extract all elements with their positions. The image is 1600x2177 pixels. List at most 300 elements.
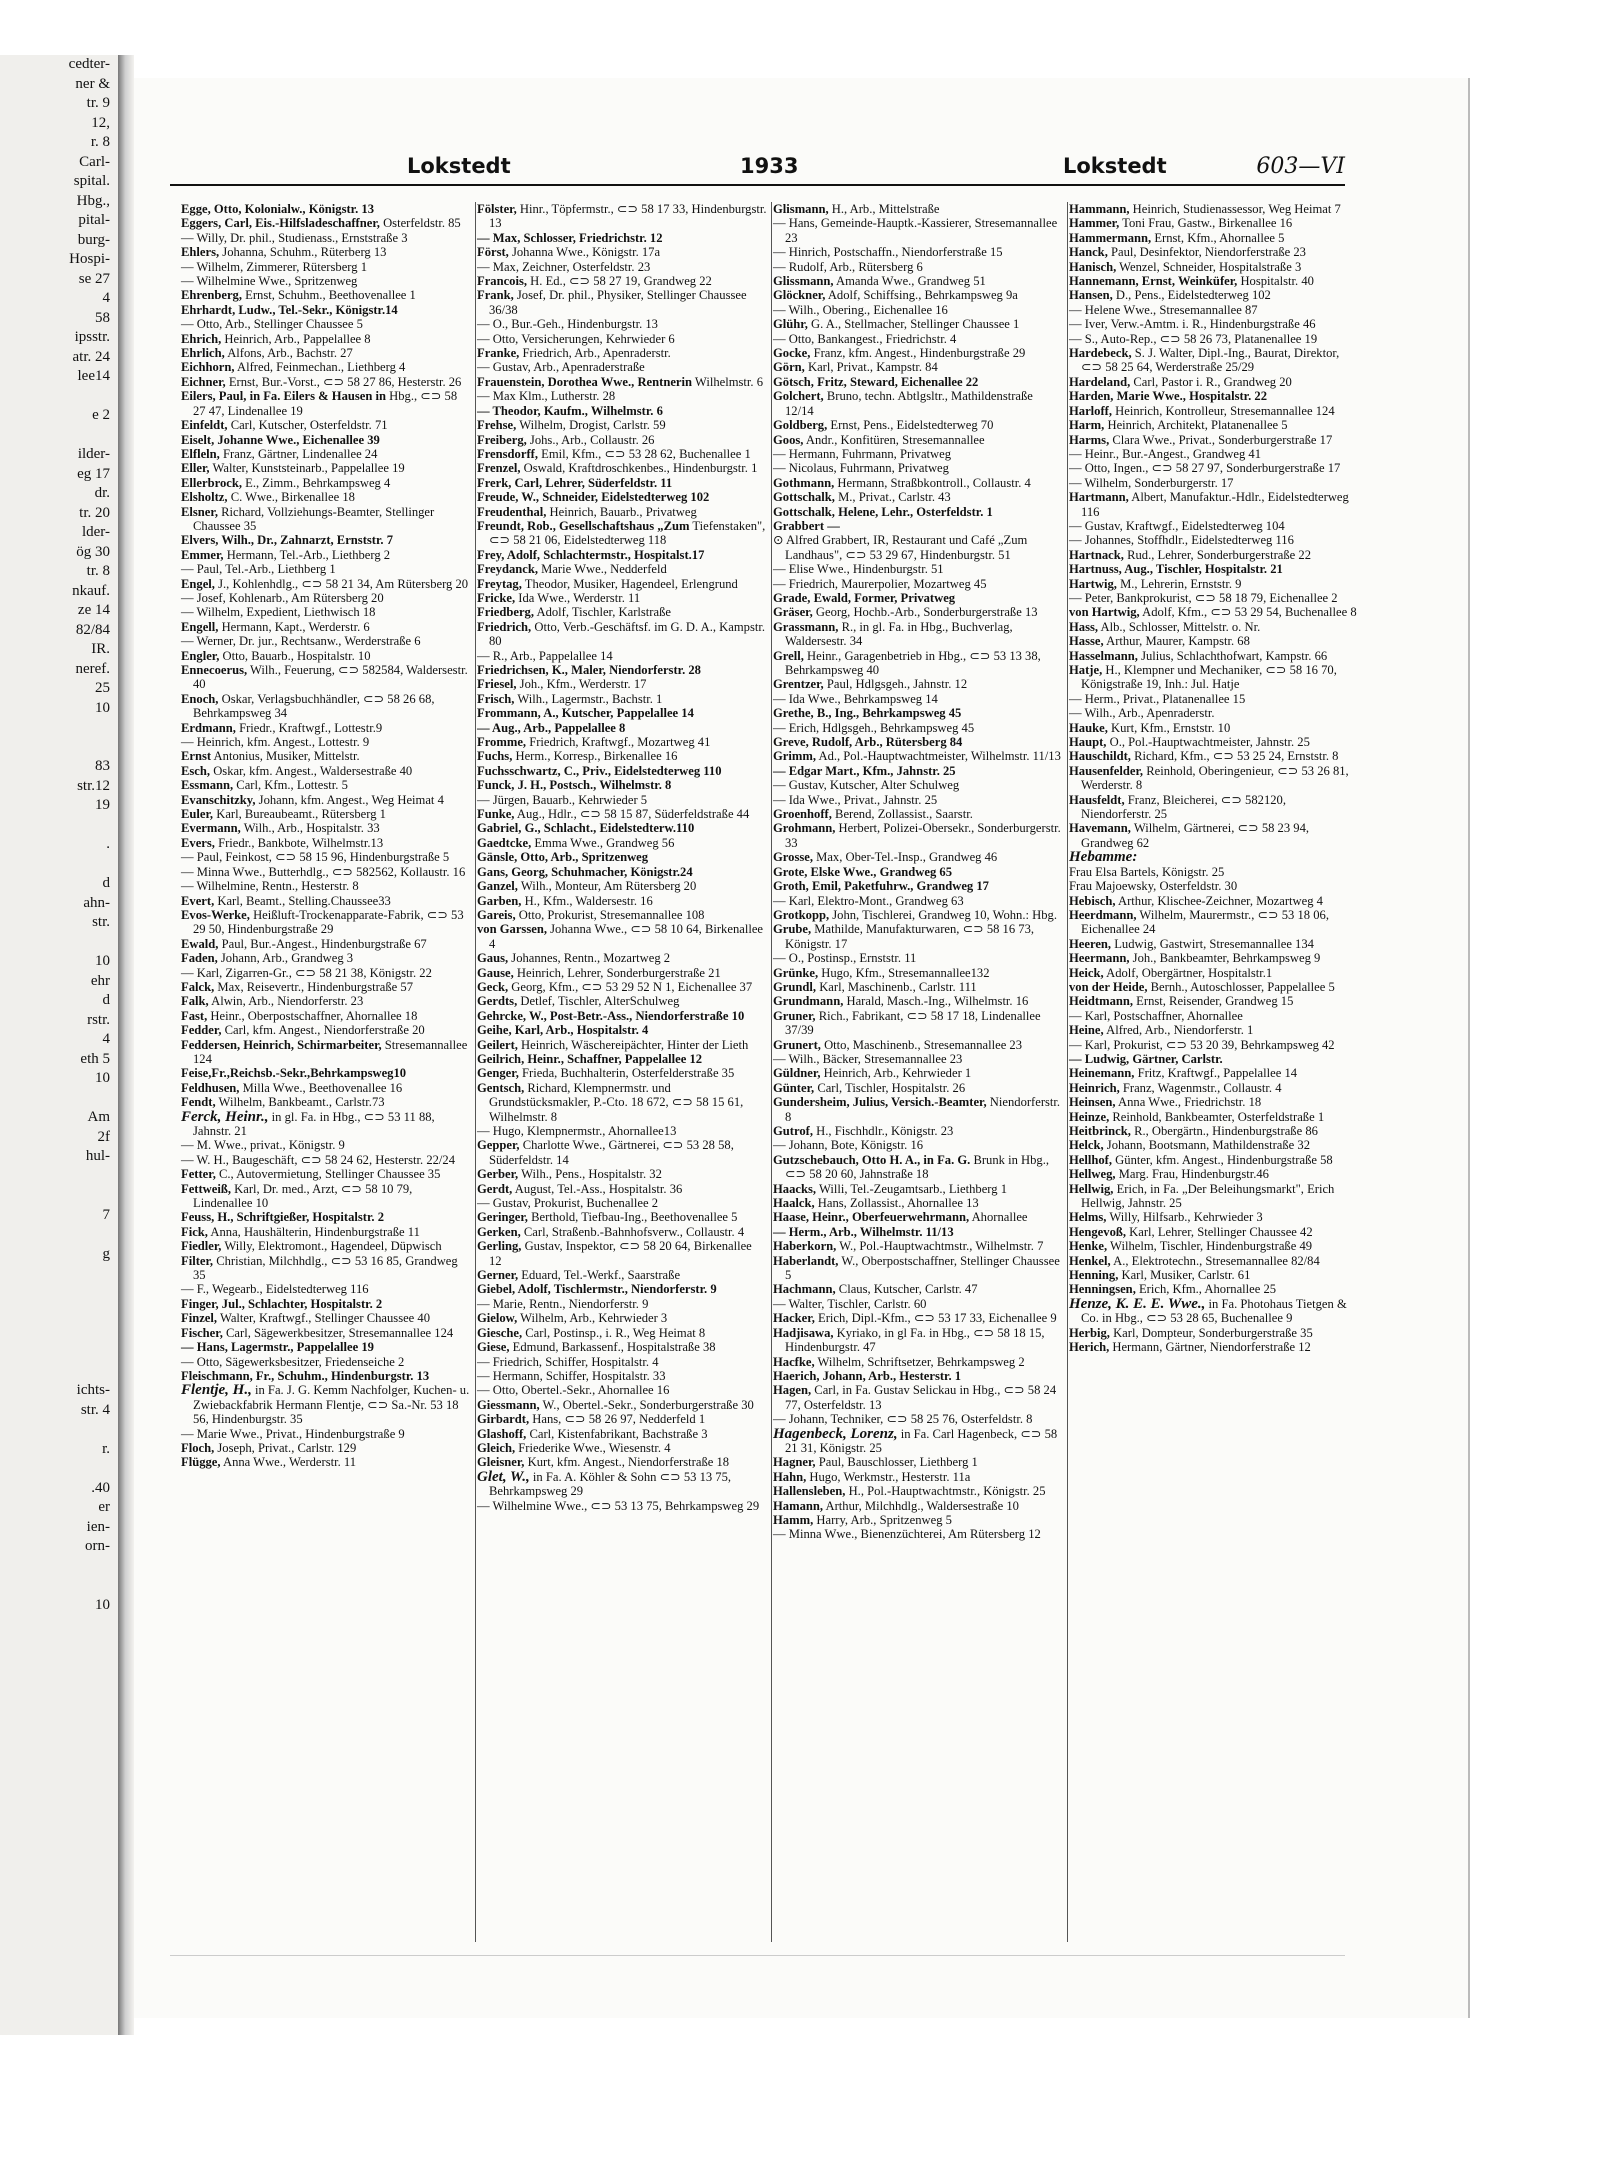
entry-name: Freundt, Rob., Gesellschaftshaus „Zum <box>477 518 690 533</box>
entry-name: Hamm, <box>773 1512 814 1527</box>
directory-entry <box>1069 980 1359 994</box>
entry-details: Karl, Maschinenb., Carlstr. 111 <box>816 979 977 994</box>
directory-entry <box>477 461 767 475</box>
directory-entry <box>477 562 767 576</box>
entry-details: Ernst, Bur.-Vorst., ⊂⊃ 58 27 86, Hesterstr. 26 <box>225 374 462 389</box>
entry-details: Carl, Kutscher, Osterfeldstr. 71 <box>227 418 388 433</box>
entry-details: R., Obergärtn., Hindenburgstraße 86 <box>1130 1124 1318 1138</box>
entry-details: — Ida Wwe., Privat., Jahnstr. 25 <box>773 792 938 807</box>
entry-details: Reinhold, Bankbeamter, Osterfeldstraße 1 <box>1109 1109 1325 1124</box>
entry-details: — Otto, Sägewerksbesitzer, Friedenseiche 2 <box>181 1354 405 1369</box>
directory-entry <box>773 764 1063 778</box>
entry-name: Haase, Heinr., Oberfeuerwehrmann, <box>773 1210 970 1225</box>
entry-details: August, Tel.-Ass., Hospitalstr. 36 <box>512 1181 683 1196</box>
directory-entry <box>773 1210 1063 1224</box>
directory-entry <box>1069 433 1359 447</box>
directory-column-2 <box>477 202 767 1513</box>
directory-entry <box>1069 375 1359 389</box>
entry-details: Ludwig, Gastwirt, Stresemannallee 134 <box>1111 936 1314 951</box>
directory-entry <box>773 994 1063 1008</box>
entry-name: Frommann, A., Kutscher, Pappelallee 14 <box>477 706 694 721</box>
directory-entry <box>181 1167 471 1181</box>
entry-details: Karl, Musiker, Carlstr. 61 <box>1118 1268 1251 1283</box>
previous-page-fragment: hul- <box>85 1148 110 1164</box>
entry-details: — O., Bur.-Geh., Hindenburgstr. 13 <box>477 317 658 332</box>
entry-name: von Garssen, <box>477 922 547 937</box>
previous-page-fragment: tr. 20 <box>79 504 110 521</box>
entry-name: Eilers, Paul, in Fa. Eilers & Hausen in <box>181 389 387 404</box>
directory-entry <box>773 1182 1063 1196</box>
directory-entry <box>773 605 1063 619</box>
entry-details: Josef, Dr. phil., Physiker, Stellinger Chaussee 36/38 <box>489 288 747 317</box>
entry-details: Carl, Tischler, Hospitalstr. 26 <box>814 1080 966 1095</box>
directory-entry <box>181 1138 471 1152</box>
directory-entry <box>181 865 471 879</box>
entry-details: Walter, Kraftwgf., Stellinger Chaussee 40 <box>217 1311 431 1326</box>
directory-entry <box>1069 1095 1359 1109</box>
directory-entry <box>1069 447 1359 461</box>
directory-entry <box>181 260 471 274</box>
entry-details: — Marie Wwe., Privat., Hindenburgstraße 9 <box>181 1426 405 1441</box>
directory-entry <box>1069 577 1359 591</box>
entry-details: E., Zimm., Behrkampsweg 4 <box>241 475 391 490</box>
entry-name: Egge, Otto, Kolonialw., Königstr. 13 <box>181 202 375 216</box>
entry-details: Wilh., Arb., Hospitalstr. 33 <box>240 821 380 836</box>
entry-name: Evers, <box>181 835 215 850</box>
entry-details: Max, Ober-Tel.-Insp., Grandweg 46 <box>813 850 998 865</box>
entry-name: Hartmann, <box>1069 490 1129 505</box>
entry-details: Wilh., Monteur, Am Rütersberg 20 <box>517 879 697 894</box>
entry-name: — Ludwig, Gärtner, Carlstr. <box>1069 1051 1223 1066</box>
entry-name: Grundl, <box>773 979 817 994</box>
entry-details: Carl, Kistenfabrikant, Bachstraße 3 <box>526 1426 708 1441</box>
directory-entry <box>181 1225 471 1239</box>
entry-details: Anna Wwe., Friedrichstr. 18 <box>1115 1095 1262 1110</box>
entry-details: — Minna Wwe., Butterhdlg., ⊂⊃ 582562, Kollaustr. 16 <box>181 864 466 879</box>
entry-details: Johannes, Rentn., Mozartweg 2 <box>508 951 671 966</box>
directory-entry <box>773 1369 1063 1383</box>
entry-details: Karl, Privat., Kampstr. 84 <box>804 360 938 375</box>
entry-details: — Wilhelmine Wwe., Spritzenweg <box>181 274 358 289</box>
directory-entry <box>1069 951 1359 965</box>
entry-details: D., Pens., Eidelstedterweg 102 <box>1112 288 1271 303</box>
directory-entry <box>477 505 767 519</box>
entry-name: Elsholtz, <box>181 490 228 505</box>
entry-details: Detlef, Tischler, AlterSchulweg <box>517 994 680 1009</box>
entry-name: Frank, <box>477 288 514 303</box>
previous-page-fragment: neref. <box>75 660 110 677</box>
entry-name: Gleich, <box>477 1440 516 1455</box>
previous-page-fragment: e 2 <box>92 407 110 423</box>
entry-name: von Hartwig, <box>1069 605 1140 620</box>
directory-entry <box>181 1383 471 1426</box>
entry-name: Grethe, B., Ing., Behrkampsweg 45 <box>773 706 962 721</box>
entry-details: in Fa. Photohaus Tietgen & Co. in Hbg., ⊂⊃ 53 28 65, Buchenallee 9 <box>1081 1296 1347 1326</box>
entry-name: Fromme, <box>477 735 527 750</box>
entry-details: Carl, in Fa. Gustav Selickau in Hbg., ⊂⊃ 58 24 77, Osterfeldstr. 13 <box>785 1383 1057 1412</box>
entry-name: Hardebeck, <box>1069 346 1132 361</box>
entry-name: Henningsen, <box>1069 1282 1136 1297</box>
entry-details: Erich, Dipl.-Kfm., ⊂⊃ 53 17 33, Eichenallee 9 <box>814 1311 1057 1326</box>
directory-entry <box>181 764 471 778</box>
entry-details: Willy, Hilfsarb., Kehrwieder 3 <box>1106 1210 1263 1225</box>
directory-entry <box>477 1196 767 1210</box>
entry-details: — Otto, Arb., Stellinger Chaussee 5 <box>181 317 363 332</box>
entry-details: — Nicolaus, Fuhrmann, Privatweg <box>773 461 949 476</box>
entry-details: Wilhelmstr. 6 <box>692 374 763 389</box>
entry-name: Harms, <box>1069 432 1110 447</box>
directory-entry <box>1069 591 1359 605</box>
directory-entry <box>1069 1153 1359 1167</box>
directory-entry <box>181 346 471 360</box>
directory-entry <box>181 778 471 792</box>
directory-entry <box>181 1009 471 1023</box>
directory-entry <box>773 1038 1063 1052</box>
directory-entry <box>181 288 471 302</box>
entry-details: Joseph, Privat., Carlstr. 129 <box>214 1440 357 1455</box>
directory-entry <box>773 1081 1063 1095</box>
entry-name: Fuchs, <box>477 749 513 764</box>
entry-name: Giessmann, <box>477 1397 540 1412</box>
entry-details: Heinrich, Bauarb., Privatweg <box>546 504 697 519</box>
directory-entry <box>1069 490 1359 519</box>
entry-details: Amanda Wwe., Grandweg 51 <box>833 274 986 289</box>
entry-name: Falck, <box>181 979 215 994</box>
entry-name: Evert, <box>181 893 215 908</box>
previous-page-fragment: rstr. <box>87 1011 110 1028</box>
directory-entry <box>1069 288 1359 302</box>
directory-entry <box>181 980 471 994</box>
previous-page-fragment: cedter- <box>68 56 110 72</box>
entry-details: Ernst, Reisender, Grandweg 15 <box>1133 994 1294 1009</box>
entry-name: Hatje, <box>1069 663 1103 677</box>
directory-entry <box>773 1412 1063 1426</box>
entry-name: Gerber, <box>477 1167 519 1182</box>
previous-page-fragment: 10 <box>95 699 110 716</box>
directory-entry <box>1069 216 1359 230</box>
entry-details: John, Tischlerei, Grandweg 10, Wohn.: Hbg. <box>829 907 1057 922</box>
entry-name: Fetter, <box>181 1167 216 1182</box>
previous-page-fragment <box>0 1089 118 1109</box>
entry-name: Gänsle, Otto, Arb., Spritzenweg <box>477 850 649 865</box>
directory-entry <box>773 1138 1063 1152</box>
entry-details: Franz, Bleicherei, ⊂⊃ 582120, Niendorferstr. 25 <box>1081 792 1286 822</box>
entry-details: Ad., Pol.-Hauptwachtmeister, Wilhelmstr. 11/13 <box>816 749 1061 764</box>
entry-details: Friedr., Bankbote, Wilhelmstr.13 <box>214 835 384 850</box>
entry-name: Greve, Rudolf, Arb., Rütersberg 84 <box>773 735 963 750</box>
directory-entry <box>773 1239 1063 1253</box>
entry-details: Aug., Hdlr., ⊂⊃ 58 15 87, Süderfeldstraße 44 <box>514 807 750 822</box>
entry-details: H., Pol.-Hauptwachtmstr., Königstr. 25 <box>845 1484 1046 1499</box>
previous-page-fragment <box>0 855 118 875</box>
previous-page-fragment: 10 <box>95 1596 110 1613</box>
directory-entry <box>1069 706 1359 720</box>
directory-entry <box>477 649 767 663</box>
entry-details: Niendorferstr. 8 <box>785 1095 1061 1124</box>
directory-entry <box>477 1009 767 1023</box>
directory-entry <box>1069 735 1359 749</box>
entry-name: Eichhorn, <box>181 360 235 375</box>
directory-column-1 <box>181 202 471 1470</box>
directory-entry <box>773 577 1063 591</box>
directory-entry <box>773 692 1063 706</box>
directory-entry <box>773 1326 1063 1355</box>
entry-name: Hauschildt, <box>1069 749 1131 764</box>
entry-details: J., Kohlenhdlg., ⊂⊃ 58 21 34, Am Rütersberg 20 <box>214 576 469 591</box>
directory-entry <box>773 1513 1063 1527</box>
previous-page-fragment <box>0 1576 118 1596</box>
directory-entry <box>1069 865 1359 879</box>
directory-entry <box>181 476 471 490</box>
directory-entry <box>477 836 767 850</box>
entry-name: Hammann, <box>1069 202 1130 216</box>
directory-entry <box>181 1023 471 1037</box>
entry-name: Gruner, <box>773 1008 816 1023</box>
entry-name: Ehrhardt, Ludw., Tel.-Sekr., Königstr.14 <box>181 302 398 317</box>
directory-entry <box>181 1297 471 1311</box>
directory-entry <box>477 1441 767 1455</box>
directory-entry <box>1069 476 1359 490</box>
entry-name: Evos-Werke, <box>181 907 250 922</box>
directory-entry <box>1069 1066 1359 1080</box>
directory-entry <box>477 1470 767 1499</box>
entry-name: Fiedler, <box>181 1239 222 1254</box>
entry-details: — Walter, Tischler, Carlstr. 60 <box>773 1296 927 1311</box>
entry-name: Harloff, <box>1069 403 1113 418</box>
entry-details: Johs., Arb., Collaustr. 26 <box>526 432 655 447</box>
entry-name: Frauenstein, Dorothea Wwe., Rentnerin <box>477 374 693 389</box>
entry-details: Rich., Fabrikant, ⊂⊃ 58 17 18, Lindenallee 37/39 <box>785 1008 1041 1038</box>
directory-entry <box>477 1182 767 1196</box>
entry-name: Ewald, <box>181 936 219 951</box>
entry-details: Heinr., Garagenbetrieb in Hbg., ⊂⊃ 53 13 38, Behrkampsweg 40 <box>785 648 1041 677</box>
directory-entry <box>1069 937 1359 951</box>
directory-entry <box>1069 994 1359 1008</box>
directory-entry <box>773 1009 1063 1038</box>
entry-name: Fölster, <box>477 202 517 216</box>
entry-details: Joh., Bankbeamter, Behrkampsweg 9 <box>1129 951 1321 966</box>
entry-details: — Elise Wwe., Hindenburgstr. 51 <box>773 562 944 577</box>
directory-entry <box>181 1326 471 1340</box>
directory-entry <box>181 562 471 576</box>
previous-page-fragment: ichts- <box>76 1382 110 1398</box>
entry-details: Friedrich, Kraftwgf., Mozartweg 41 <box>526 735 711 750</box>
directory-entry <box>773 447 1063 461</box>
entry-details: Karl, Dr. med., Arzt, ⊂⊃ 58 10 79, Lindenallee 10 <box>193 1181 413 1211</box>
entry-name: Grell, <box>773 648 804 663</box>
previous-page-fragment: ze 14 <box>77 602 110 618</box>
entry-name: Hammer, <box>1069 216 1120 231</box>
entry-details: M., Privat., Carlstr. 43 <box>834 490 951 505</box>
entry-details: Walter, Kunststeinarb., Pappelallee 19 <box>209 461 405 476</box>
entry-details: Rud., Lehrer, Sonderburgerstraße 22 <box>1123 547 1311 562</box>
directory-entry <box>477 692 767 706</box>
directory-entry <box>773 879 1063 893</box>
directory-entry <box>773 1066 1063 1080</box>
previous-page-fragment: ehr <box>90 972 110 989</box>
directory-entry <box>477 663 767 677</box>
directory-entry <box>1069 1210 1359 1224</box>
entry-details: — Otto, Ingen., ⊂⊃ 58 27 97, Sonderburgerstraße 17 <box>1069 461 1341 476</box>
entry-details: Alfred, Feinmechan., Liethberg 4 <box>234 360 406 375</box>
directory-entry <box>773 807 1063 821</box>
directory-entry <box>477 980 767 994</box>
entry-details: Mathilde, Manufakturwaren, ⊂⊃ 58 16 73, Königstr. 17 <box>785 922 1035 951</box>
entry-details: — Friedrich, Maurerpolier, Mozartweg 45 <box>773 576 987 591</box>
directory-entry <box>477 404 767 418</box>
directory-entry <box>1069 1239 1359 1253</box>
entry-details: Marg. Frau, Hindenburgstr.46 <box>1115 1167 1269 1182</box>
entry-name: Hasselmann, <box>1069 648 1138 663</box>
entry-name: Ehrlich, <box>181 346 225 361</box>
directory-entry <box>773 476 1063 490</box>
directory-entry <box>477 1282 767 1296</box>
directory-entry <box>773 375 1063 389</box>
entry-name: Fedder, <box>181 1023 222 1038</box>
directory-entry <box>477 1369 767 1383</box>
entry-details: Adolf, Schiffsing., Behrkampsweg 9a <box>825 288 1018 303</box>
entry-details: — Iver, Verw.-Amtm. i. R., Hindenburgstraße 46 <box>1069 317 1316 332</box>
entry-name: Evanschitzky, <box>181 792 256 807</box>
entry-name-display: Glet, W., <box>477 1468 530 1485</box>
entry-name: Görn, <box>773 360 805 375</box>
directory-entry <box>1069 1167 1359 1181</box>
entry-name: Hagen, <box>773 1383 812 1398</box>
directory-entry <box>1069 908 1359 937</box>
entry-name: Feuss, H., Schriftgießer, Hospitalstr. 2 <box>181 1210 385 1225</box>
previous-page-fragment <box>0 1225 118 1245</box>
entry-name: Gaedtcke, <box>477 835 532 850</box>
directory-entry <box>1069 692 1359 706</box>
entry-name: Hausfeldt, <box>1069 792 1125 807</box>
directory-entry <box>477 922 767 951</box>
entry-details: Frau Majoewsky, Osterfeldstr. 30 <box>1069 879 1238 894</box>
directory-entry <box>1069 533 1359 547</box>
directory-entry <box>773 303 1063 317</box>
directory-entry <box>773 721 1063 735</box>
entry-details: — Heinrich, kfm. Angest., Lottestr. 9 <box>181 735 370 750</box>
directory-entry <box>1069 1225 1359 1239</box>
directory-entry <box>477 749 767 763</box>
directory-entry <box>1069 966 1359 980</box>
entry-name: Glissmann, <box>773 274 834 289</box>
directory-entry <box>477 245 767 259</box>
entry-details: Alwin, Arb., Niendorferstr. 23 <box>208 994 364 1009</box>
entry-details: Hermann, Tel.-Arb., Liethberg 2 <box>223 547 391 562</box>
previous-page-fragment: spital. <box>73 173 110 189</box>
previous-page-fragment: 4 <box>102 1031 110 1047</box>
entry-details: Karl, Bureaubeamt., Rütersberg 1 <box>213 807 386 822</box>
directory-entry <box>181 836 471 850</box>
entry-name: Heinrich, <box>1069 1080 1120 1095</box>
entry-details: Stresemannallee 124 <box>193 1037 468 1066</box>
entry-details: Arthur, Milchhdlg., Waldersestraße 10 <box>823 1498 1019 1513</box>
previous-page-fragment: 12, <box>91 114 110 131</box>
entry-details: Charlotte Wwe., Gärtnerei, ⊂⊃ 53 28 58, Süderfeldstr. 14 <box>489 1138 734 1167</box>
entry-details: Wilhelm, Schriftsetzer, Behrkampsweg 2 <box>814 1354 1025 1369</box>
entry-details: Oswald, Kraftdroschkenbes., Hindenburgstr. 1 <box>520 461 758 476</box>
entry-details: Ernst, Kfm., Ahornallee 5 <box>1151 230 1285 245</box>
previous-page-fragment <box>0 1323 118 1343</box>
entry-details: — R., Arb., Pappelallee 14 <box>477 648 613 663</box>
directory-entry <box>477 850 767 864</box>
directory-entry <box>1069 461 1359 475</box>
entry-details: Richard, Vollziehungs-Beamter, Stellinger Chaussee 35 <box>193 504 435 533</box>
entry-name: Havemann, <box>1069 821 1131 836</box>
entry-details: — Johann, Bote, Königstr. 16 <box>773 1138 924 1153</box>
entry-details: Carl, Pastor i. R., Grandweg 20 <box>1130 374 1292 389</box>
entry-details: H., Arb., Mittelstraße <box>828 202 940 216</box>
entry-name: Garben, <box>477 893 522 908</box>
directory-entry <box>1069 634 1359 648</box>
directory-entry <box>477 317 767 331</box>
entry-details: Heißluft-Trockenapparate-Fabrik, ⊂⊃ 53 29 50, Hindenburgstraße 29 <box>193 907 464 937</box>
entry-name: Frehse, <box>477 418 517 433</box>
entry-name: Eller, <box>181 461 210 476</box>
entry-details: Georg, Hochb.-Arb., Sonderburgerstraße 13 <box>812 605 1038 620</box>
previous-page-fragment: r. <box>102 1440 110 1457</box>
entry-details: — W. H., Baugeschäft, ⊂⊃ 58 24 62, Hesterstr. 22/24 <box>181 1152 455 1167</box>
entry-details: Otto, Maschinenb., Stresemannallee 23 <box>820 1037 1023 1052</box>
directory-entry <box>773 1052 1063 1066</box>
entry-name: Gause, <box>477 965 514 980</box>
directory-entry <box>773 1225 1063 1239</box>
header-place-left: Lokstedt <box>407 154 511 178</box>
entry-details: Adolf, Obergärtner, Hospitalstr.1 <box>1103 965 1273 980</box>
directory-entry <box>477 1023 767 1037</box>
directory-entry <box>181 1239 471 1253</box>
entry-name-display: Flentje, H., <box>181 1382 252 1399</box>
entry-details: — Helene Wwe., Stresemannallee 87 <box>1069 302 1258 317</box>
entry-details: Paul, Bauschlosser, Liethberg 1 <box>815 1455 978 1470</box>
entry-name: Grosse, <box>773 850 813 865</box>
entry-name: Eggers, Carl, Eis.-Hilfsladeschaffner, <box>181 216 380 231</box>
directory-entry <box>477 735 767 749</box>
entry-name: Ernst <box>181 749 212 764</box>
directory-entry <box>773 1124 1063 1138</box>
entry-name: Giese, <box>477 1340 510 1355</box>
entry-details: Eduard, Tel.-Werkf., Saarstraße <box>518 1268 681 1283</box>
directory-entry <box>181 1340 471 1354</box>
entry-details: Hermann, Kapt., Werderstr. 6 <box>218 619 370 634</box>
directory-entry <box>181 735 471 749</box>
entry-name: Finger, Jul., Schlachter, Hospitalstr. 2 <box>181 1296 383 1311</box>
entry-details: Wilhelm, Maurermstr., ⊂⊃ 53 18 06, Eichenallee 24 <box>1081 907 1329 937</box>
entry-details: Friedrich, Arb., Apenraderstr. <box>519 346 671 361</box>
directory-entry <box>477 1225 767 1239</box>
previous-page-fragment <box>0 1459 118 1479</box>
directory-columns <box>181 202 1371 1957</box>
entry-details: in Fa. Carl Hagenbeck, ⊂⊃ 58 21 31, Königstr. 25 <box>785 1426 1058 1455</box>
entry-name: Heitbrinck, <box>1069 1124 1131 1138</box>
entry-name: Gerdts, <box>477 994 518 1009</box>
entry-name: Flügge, <box>181 1455 221 1470</box>
previous-page-fragment: IR. <box>91 641 110 657</box>
entry-details: W., Oberpostschaffner, Stellinger Chaussee 5 <box>785 1253 1060 1283</box>
entry-name: Hauke, <box>1069 720 1108 735</box>
entry-details: O., Pol.-Hauptwachtmeister, Jahnstr. 25 <box>1106 735 1310 750</box>
directory-entry <box>181 1254 471 1283</box>
entry-name: Gleisner, <box>477 1455 525 1470</box>
entry-details: Oskar, Verlagsbuchhändler, ⊂⊃ 58 26 68, Behrkampsweg 34 <box>193 691 435 721</box>
directory-entry <box>477 1455 767 1469</box>
entry-details: A., Elektrotechn., Stresemannallee 82/84 <box>1110 1253 1320 1268</box>
directory-entry <box>1069 1282 1359 1296</box>
entry-details: Richard, Kfm., ⊂⊃ 53 25 24, Ernststr. 8 <box>1130 749 1339 764</box>
directory-entry <box>477 793 767 807</box>
previous-page-fragment <box>0 816 118 836</box>
entry-name: Friedrich, <box>477 619 532 634</box>
